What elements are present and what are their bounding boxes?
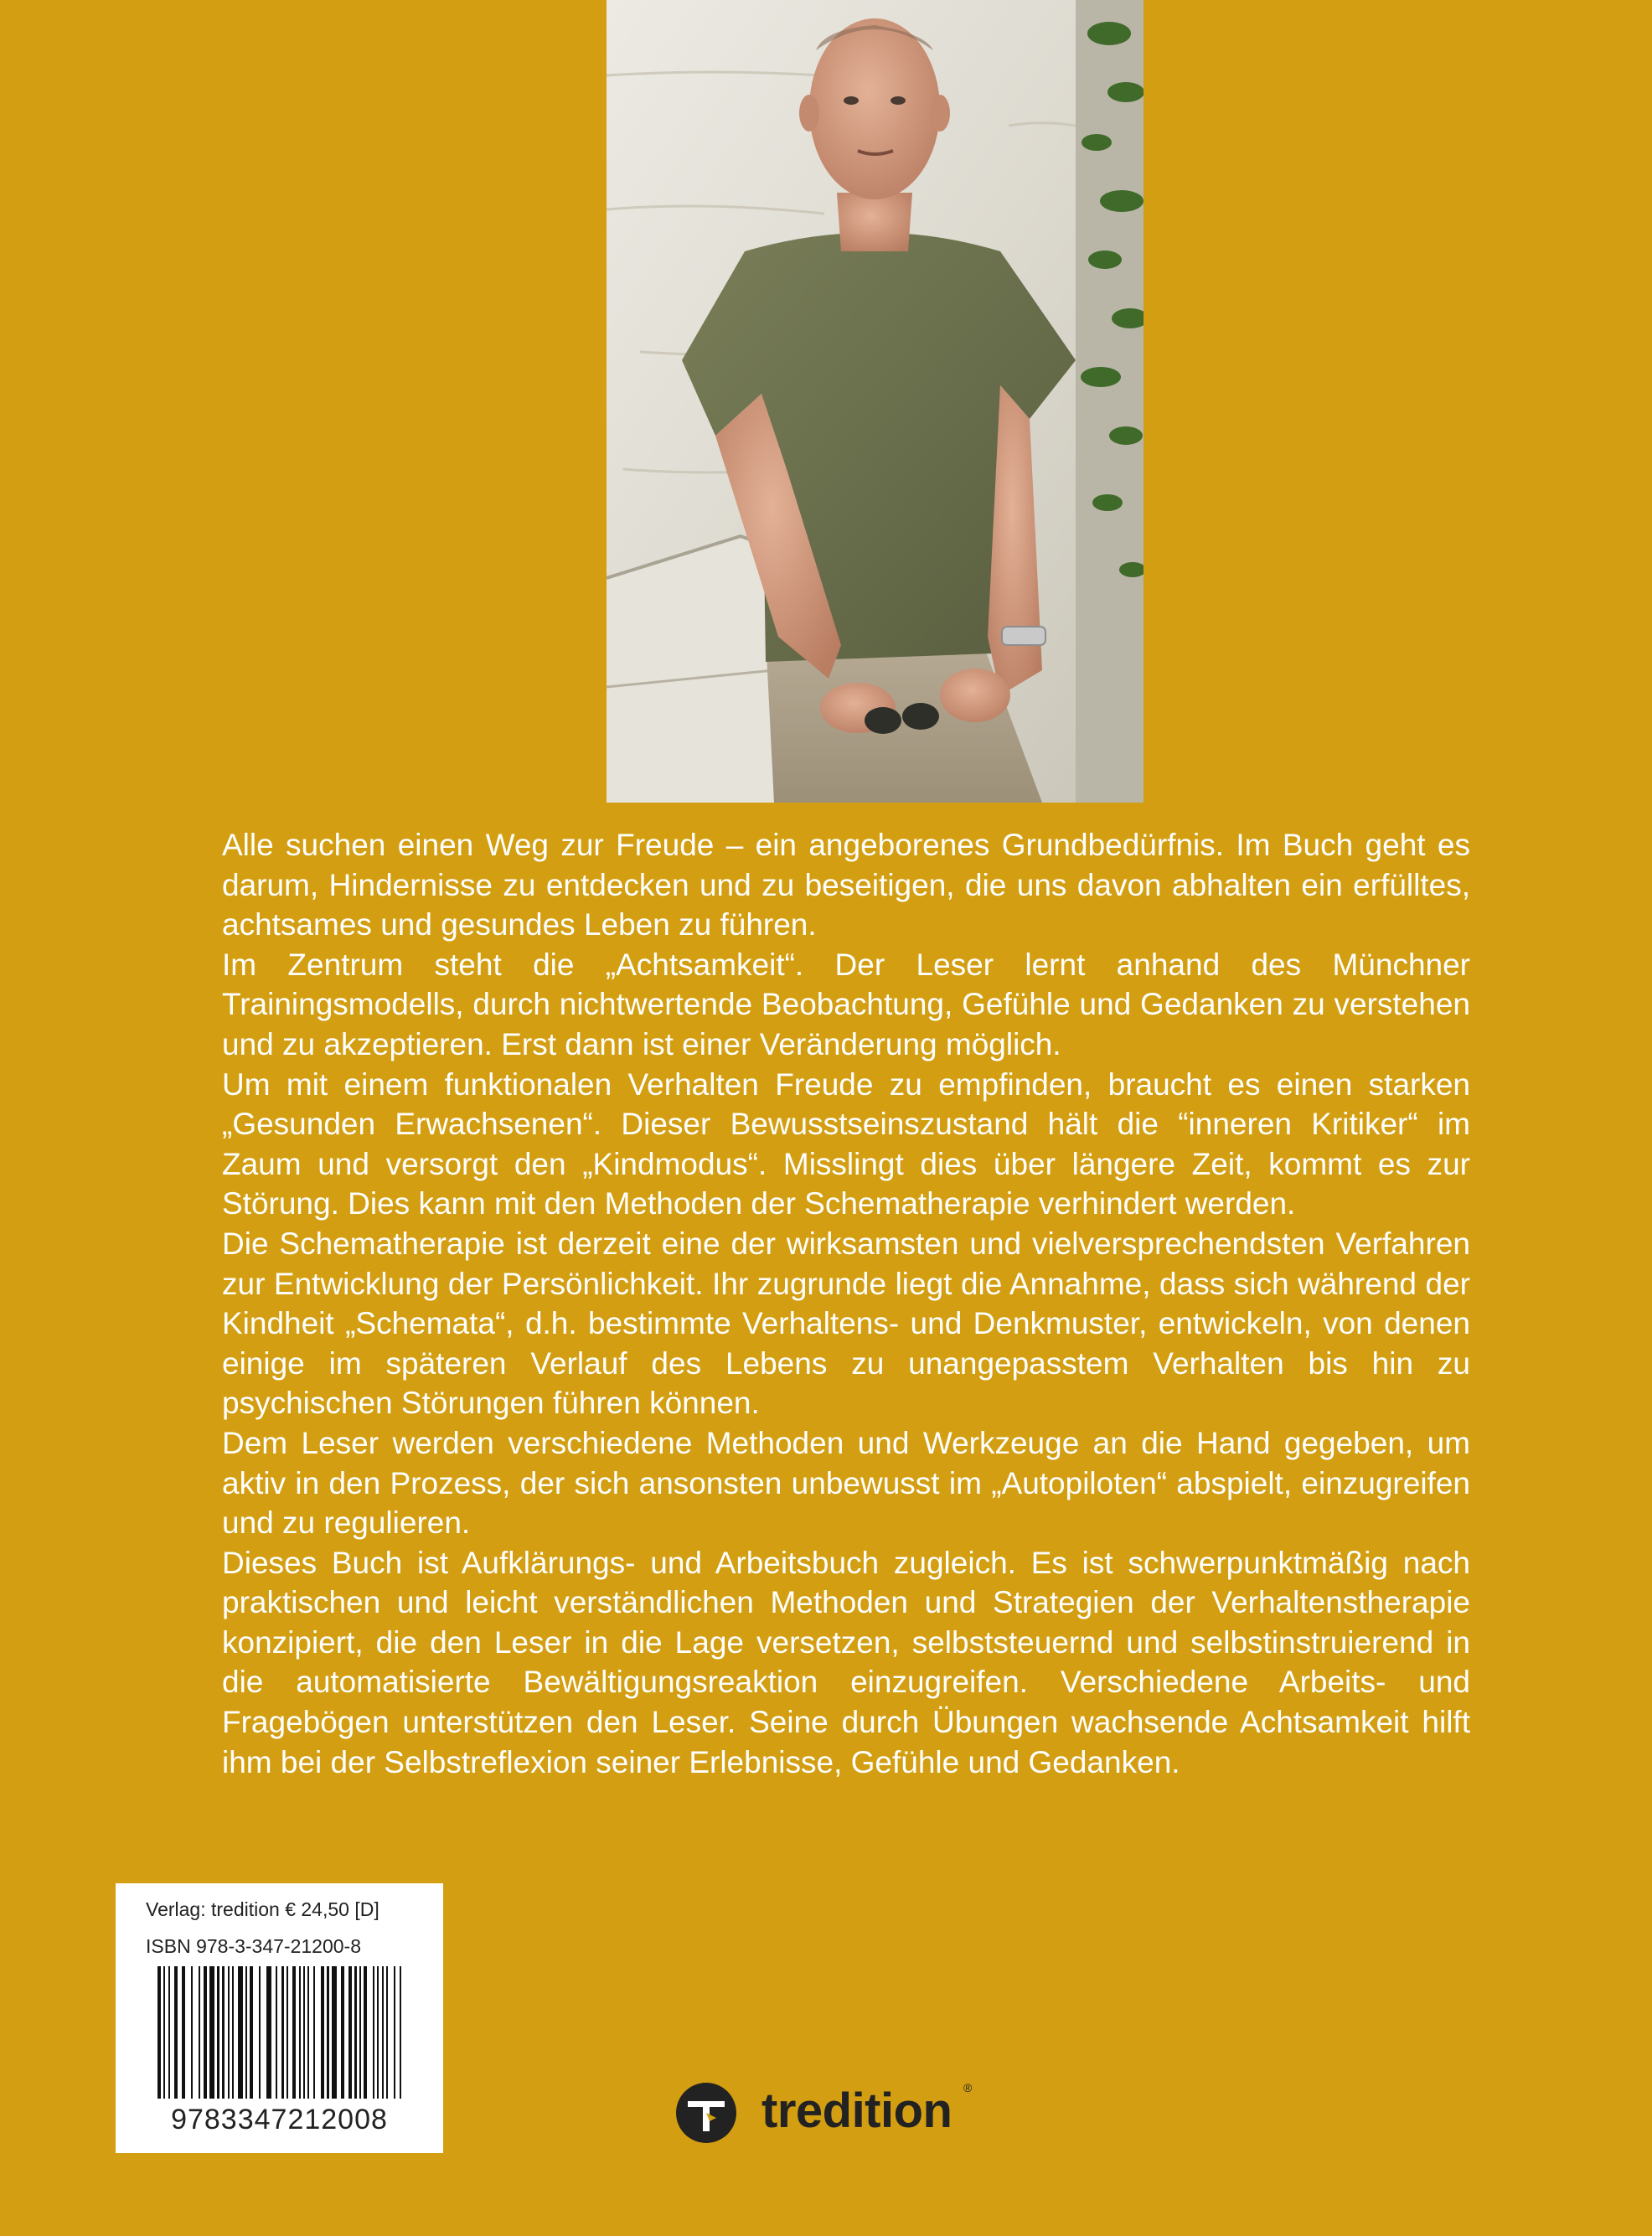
barcode-bar [199,1966,200,2099]
barcode-bar [174,1966,178,2099]
blurb-paragraph-1: Alle suchen einen Weg zur Freude – ein angeborenes Grundbedürfnis. Im Buch geht es darum, Hindernisse zu entdecken und zu beseitigen, die uns davon abhalten ein erfülltes, achtsames und gesundes Leben zu führen. [222,828,1470,942]
barcode-bar [209,1966,214,2099]
tredition-logo-icon [673,2079,740,2146]
barcode-bar [292,1966,296,2099]
barcode-bar [377,1966,379,2099]
barcode-number: 9783347212008 [171,2104,388,2135]
barcode-icon [157,1966,401,2099]
back-cover-blurb [222,825,1470,1782]
barcode-bar [382,1966,384,2099]
author-portrait-icon [607,0,1143,803]
barcode-bar [232,1966,234,2099]
barcode-bar [394,1966,395,2099]
barcode-bar [354,1966,357,2099]
barcode-bar [217,1966,219,2099]
barcode-bar [191,1966,193,2099]
barcode-bar [400,1966,401,2099]
barcode-bar [245,1966,247,2099]
barcode-bar [341,1966,344,2099]
barcode-bar [259,1966,261,2099]
barcode-bar [299,1966,301,2099]
barcode-bar [228,1966,230,2099]
barcode-bar [359,1966,361,2099]
barcode-bar [250,1966,253,2099]
barcode-bar [222,1966,225,2099]
isbn-line: ISBN 978-3-347-21200-8 [146,1935,361,1957]
barcode-bar [287,1966,288,2099]
barcode-bar [163,1966,165,2099]
barcode-bar [168,1966,170,2099]
barcode-bar [327,1966,329,2099]
barcode-bar [348,1966,352,2099]
blurb-paragraph-5: Dem Leser werden verschiedene Methoden und Werkzeuge an die Hand gegeben, um aktiv in den Prozess, der sich ansonsten unbewusst im „Autopiloten“ abspielt, einzugreifen und zu regulieren. [222,1425,1470,1541]
blurb-paragraph-4: Die Schematherapie ist derzeit eine der wirksamsten und vielversprechendsten Verfahren zur Entwicklung der Persönlichkeit. Ihr zugrunde liegt die Annahme, dass sich während der Kindheit „Schemata“, d.h. bestimmte Verhaltens- und Denkmuster, entwickeln, von denen einige im späteren Verlauf des Lebens zu unangepasstem Verhalten bis hin zu psychischen Störungen führen können. [222,1226,1470,1421]
publisher-price-line: Verlag: tredition € 24,50 [D] [146,1898,379,1920]
barcode-bar [204,1966,207,2099]
publisher-logo [673,2079,983,2146]
barcode-bar [182,1966,185,2099]
barcode-bar [307,1966,309,2099]
blurb-paragraph-2: Im Zentrum steht die „Achtsamkeit“. Der Leser lernt anhand des Münchner Trainingsmodells, durch nichtwertende Beobachtung, Gefühle und Gedanken zu verstehen und zu akzeptieren. Erst dann ist einer Veränderung möglich. [222,947,1470,1061]
barcode-bar [364,1966,367,2099]
author-photo [607,0,1143,803]
isbn-price-box [116,1883,443,2153]
barcode-bar [266,1966,271,2099]
barcode-bar [313,1966,315,2099]
barcode-bar [373,1966,374,2099]
barcode-bar [321,1966,324,2099]
barcode-bar [238,1966,243,2099]
barcode-bar [157,1966,161,2099]
blurb-paragraph-3: Um mit einem funktionalen Verhalten Freude zu empfinden, braucht es einen starken „Gesunden Erwachsenen“. Dieser Bewusstseinszustand hält die “inneren Kritiker“ im Zaum und versorgt den „Kindmodus“. Misslingt dies über längere Zeit, kommt es zur Störung. Dies kann mit den Methoden der Schematherapie verhindert werden. [222,1066,1470,1221]
barcode-bar [276,1966,277,2099]
logo-wordmark: tredition [761,2084,952,2138]
barcode-bar [303,1966,305,2099]
barcode-bar [281,1966,284,2099]
barcode-bar [386,1966,388,2099]
blurb-paragraph-6: Dieses Buch ist Aufklärungs- und Arbeitsbuch zugleich. Es ist schwerpunktmäßig nach praktischen und leicht verständlichen Methoden und Strategien der Verhaltenstherapie konzipiert, die den Leser in die Lage versetzen, selbststeuernd und selbstinstruierend in die automatisierte Bewältigungsreaktion einzugreifen. Verschiedene Arbeits- und Fragebögen unterstützen den Leser. Seine durch Übungen wachsende Achtsamkeit hilft ihm bei der Selbstreflexion seiner Erlebnisse, Gefühle und Gedanken. [222,1545,1470,1779]
registered-mark: ® [963,2081,973,2094]
barcode-bar [332,1966,337,2099]
